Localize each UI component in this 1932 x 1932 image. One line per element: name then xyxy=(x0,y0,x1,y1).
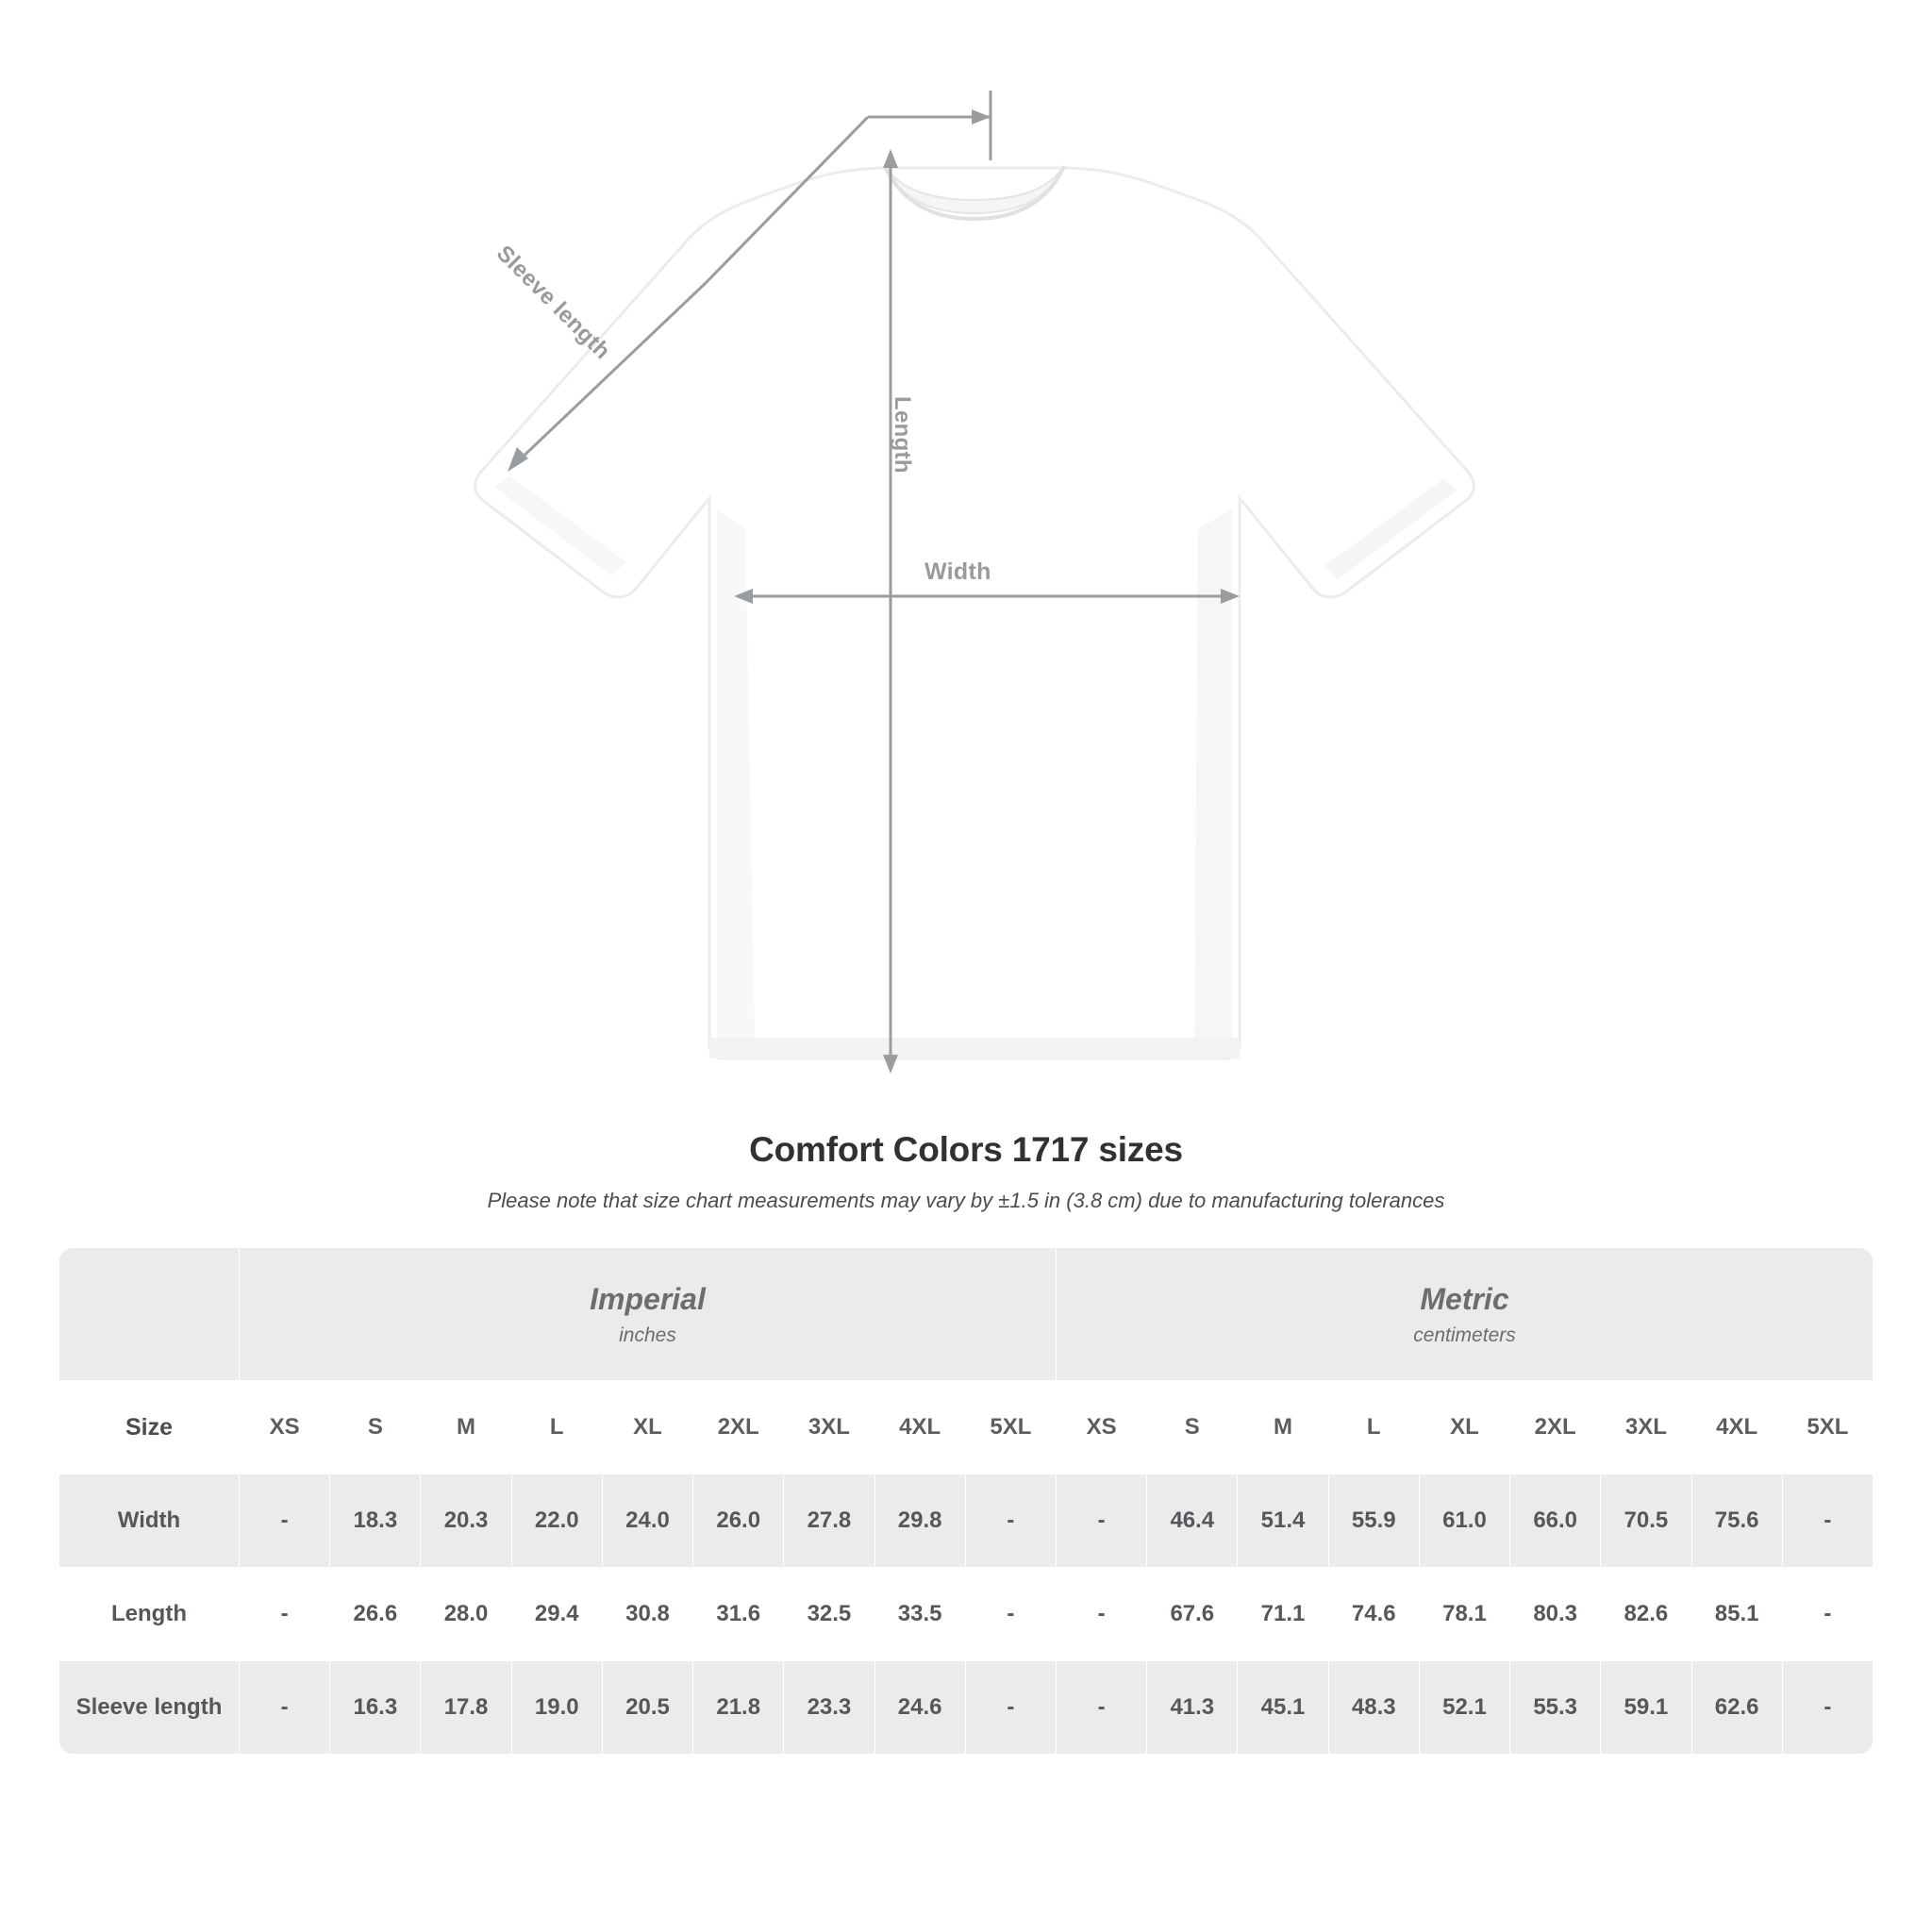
measurement-cell: 32.5 xyxy=(784,1568,874,1661)
measurement-cell: 55.9 xyxy=(1328,1474,1419,1568)
measurement-cell: - xyxy=(965,1474,1056,1568)
row-label-cell: Length xyxy=(59,1568,240,1661)
size-header-row xyxy=(59,1381,1874,1474)
measurement-cell: 82.6 xyxy=(1601,1568,1691,1661)
unit-subtitle: inches xyxy=(619,1324,676,1346)
measurement-cell: - xyxy=(1056,1661,1146,1755)
measurement-cell: 30.8 xyxy=(602,1568,692,1661)
size-header-cell: XL xyxy=(1419,1381,1509,1474)
measurement-cell: 74.6 xyxy=(1328,1568,1419,1661)
measurement-cell: - xyxy=(1056,1568,1146,1661)
size-header-cell: L xyxy=(511,1381,602,1474)
size-header-cell: 5XL xyxy=(1782,1381,1873,1474)
measurement-cell: - xyxy=(1782,1474,1873,1568)
unit-subtitle: centimeters xyxy=(1413,1324,1516,1346)
measurement-cell: 23.3 xyxy=(784,1661,874,1755)
measurement-cell: - xyxy=(1782,1568,1873,1661)
measurement-cell: 51.4 xyxy=(1238,1474,1328,1568)
measurement-cell: 85.1 xyxy=(1691,1568,1782,1661)
unit-header-metric xyxy=(1056,1248,1873,1381)
length-dimension-label: Length xyxy=(890,396,915,474)
table-row xyxy=(59,1568,1874,1661)
size-header-cell: XL xyxy=(602,1381,692,1474)
size-header-cell: 5XL xyxy=(965,1381,1056,1474)
measurement-cell: - xyxy=(240,1661,330,1755)
size-header-cell: S xyxy=(1147,1381,1238,1474)
measurement-cell: 26.6 xyxy=(330,1568,421,1661)
table-row xyxy=(59,1661,1874,1755)
measurement-cell: - xyxy=(965,1661,1056,1755)
unit-name: Imperial xyxy=(590,1281,706,1316)
size-header-cell: 3XL xyxy=(1601,1381,1691,1474)
unit-name: Metric xyxy=(1420,1281,1509,1316)
measurement-cell: 66.0 xyxy=(1510,1474,1601,1568)
measurement-cell: 29.4 xyxy=(511,1568,602,1661)
measurement-cell: 70.5 xyxy=(1601,1474,1691,1568)
measurement-cell: 75.6 xyxy=(1691,1474,1782,1568)
size-header-cell: XS xyxy=(240,1381,330,1474)
measurement-cell: 28.0 xyxy=(421,1568,511,1661)
unit-header-row xyxy=(59,1248,1874,1381)
measurement-cell: 80.3 xyxy=(1510,1568,1601,1661)
measurement-cell: 20.5 xyxy=(602,1661,692,1755)
measurement-cell: - xyxy=(965,1568,1056,1661)
measurement-cell: 67.6 xyxy=(1147,1568,1238,1661)
measurement-cell: 20.3 xyxy=(421,1474,511,1568)
measurement-cell: 52.1 xyxy=(1419,1661,1509,1755)
size-header-cell: 4XL xyxy=(1691,1381,1782,1474)
measurement-cell: 71.1 xyxy=(1238,1568,1328,1661)
measurement-cell: - xyxy=(240,1474,330,1568)
measurement-cell: 41.3 xyxy=(1147,1661,1238,1755)
measurement-cell: 26.0 xyxy=(693,1474,784,1568)
measurement-cell: 59.1 xyxy=(1601,1661,1691,1755)
sleeve-length-dimension-label: Sleeve length xyxy=(491,241,616,365)
measurement-cell: 18.3 xyxy=(330,1474,421,1568)
measurement-cell: 21.8 xyxy=(693,1661,784,1755)
measurement-cell: 62.6 xyxy=(1691,1661,1782,1755)
measurement-cell: 16.3 xyxy=(330,1661,421,1755)
tshirt-shape xyxy=(475,166,1474,1058)
size-header-cell: 3XL xyxy=(784,1381,874,1474)
size-header-cell: 2XL xyxy=(1510,1381,1601,1474)
measurement-cell: - xyxy=(1782,1661,1873,1755)
measurement-cell: 22.0 xyxy=(511,1474,602,1568)
size-chart-table-wrap xyxy=(58,1247,1874,1755)
row-label-cell: Width xyxy=(59,1474,240,1568)
measurement-cell: 19.0 xyxy=(511,1661,602,1755)
size-header-cell: 2XL xyxy=(693,1381,784,1474)
size-label-cell: Size xyxy=(59,1381,240,1474)
tolerance-note: Please note that size chart measurements may vary by ±1.5 in (3.8 cm) due to manufacturing tolerances xyxy=(487,1189,1445,1212)
measurement-cell: 45.1 xyxy=(1238,1661,1328,1755)
measurement-cell: 17.8 xyxy=(421,1661,511,1755)
size-header-cell: L xyxy=(1328,1381,1419,1474)
measurement-cell: 61.0 xyxy=(1419,1474,1509,1568)
measurement-cell: 24.0 xyxy=(602,1474,692,1568)
title-block xyxy=(0,1130,1932,1213)
measurement-cell: 31.6 xyxy=(693,1568,784,1661)
measurement-cell: 24.6 xyxy=(874,1661,965,1755)
measurement-cell: 48.3 xyxy=(1328,1661,1419,1755)
size-header-cell: M xyxy=(1238,1381,1328,1474)
size-header-cell: 4XL xyxy=(874,1381,965,1474)
measurement-cell: 46.4 xyxy=(1147,1474,1238,1568)
size-header-cell: S xyxy=(330,1381,421,1474)
size-header-cell: M xyxy=(421,1381,511,1474)
measurement-cell: 33.5 xyxy=(874,1568,965,1661)
table-corner-cell xyxy=(59,1248,240,1381)
size-chart-table xyxy=(58,1247,1874,1755)
row-label-cell: Sleeve length xyxy=(59,1661,240,1755)
measurement-cell: 78.1 xyxy=(1419,1568,1509,1661)
measurement-cell: - xyxy=(240,1568,330,1661)
measurement-cell: 29.8 xyxy=(874,1474,965,1568)
unit-header-imperial xyxy=(240,1248,1057,1381)
size-header-cell: XS xyxy=(1056,1381,1146,1474)
width-dimension-label: Width xyxy=(924,558,991,585)
table-row xyxy=(59,1474,1874,1568)
measurement-cell: 27.8 xyxy=(784,1474,874,1568)
page-title: Comfort Colors 1717 sizes xyxy=(749,1130,1183,1169)
measurement-cell: 55.3 xyxy=(1510,1661,1601,1755)
measurement-cell: - xyxy=(1056,1474,1146,1568)
